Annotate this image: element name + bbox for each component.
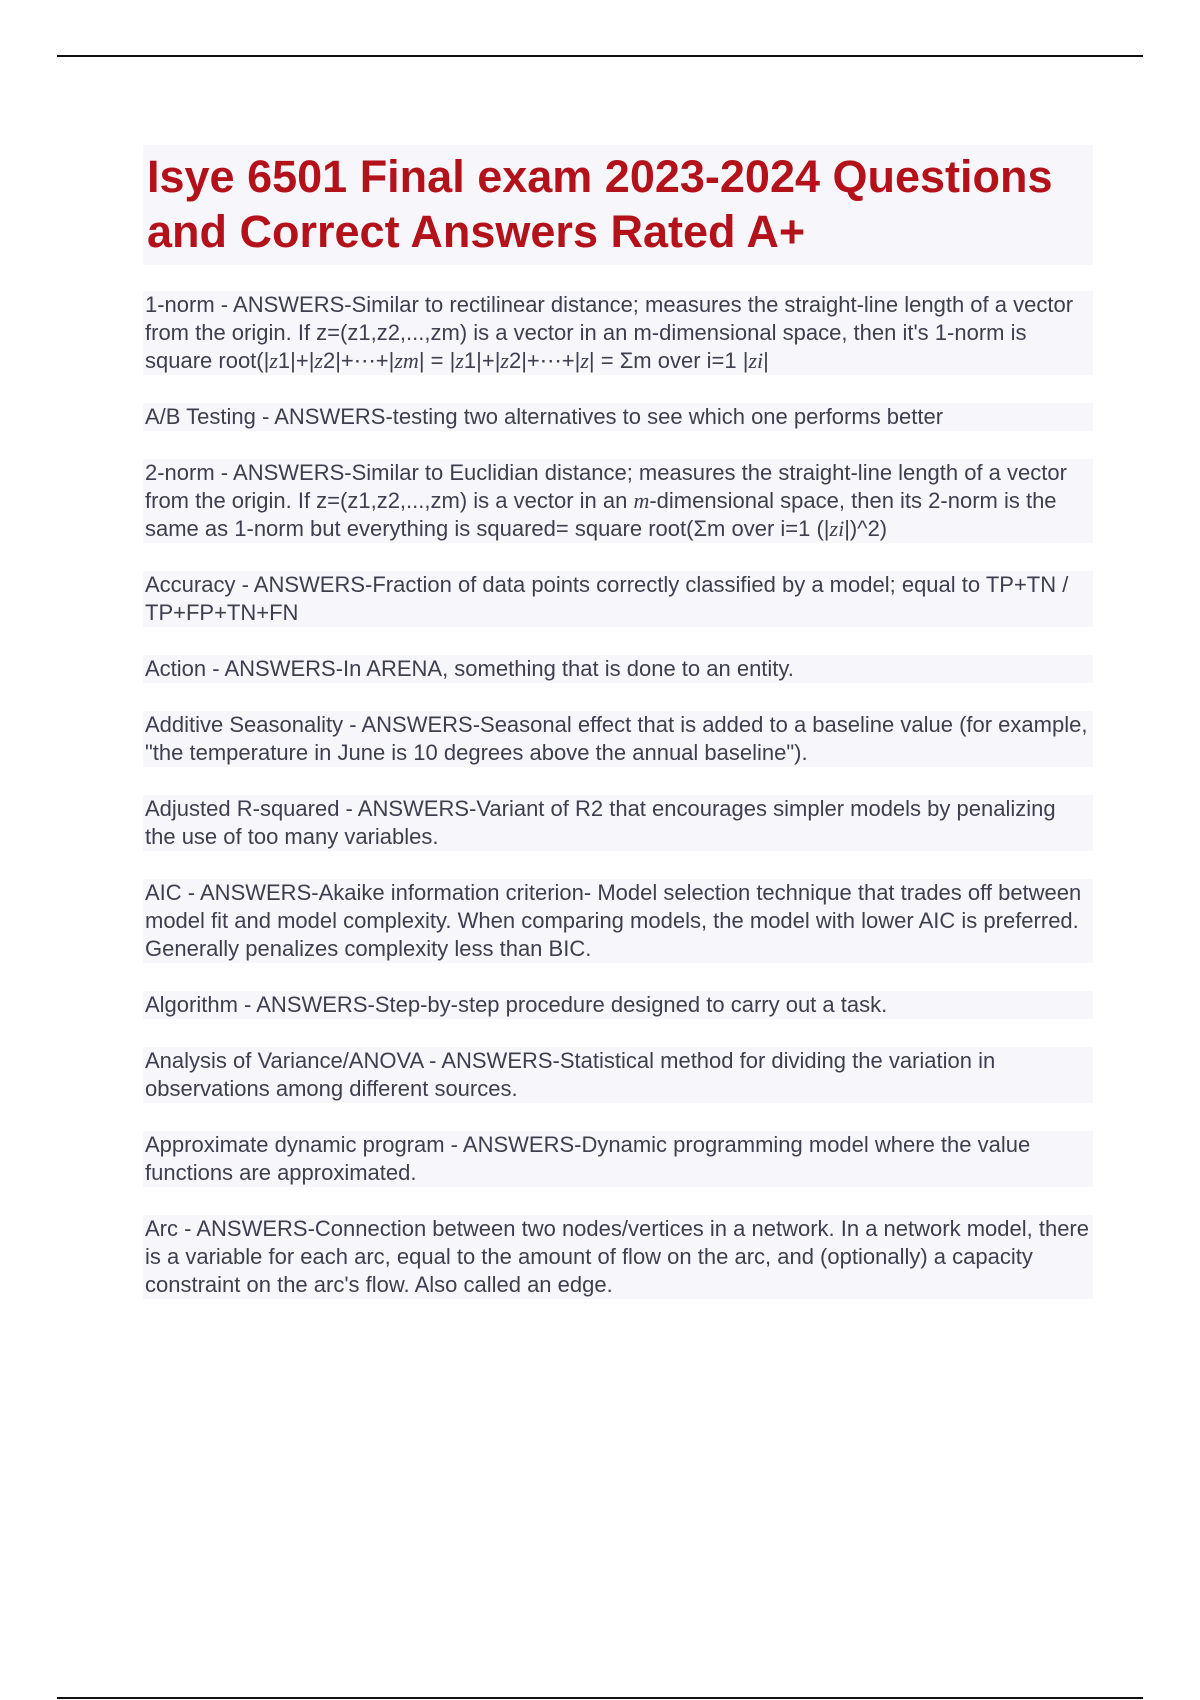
math-variable: zi xyxy=(829,516,845,541)
math-variable: zm xyxy=(394,348,419,373)
entry-text: | xyxy=(763,348,769,373)
entry-text: -dimensional space, then its 2-norm is the same as 1-norm but everything is squared= square root(Σm over i=1 (| xyxy=(145,488,1057,541)
glossary-entry xyxy=(143,571,1093,627)
entry-text: 2|+⋯+| xyxy=(508,348,581,373)
glossary-list xyxy=(143,291,1093,1299)
glossary-entry xyxy=(143,879,1093,963)
top-rule xyxy=(57,55,1143,57)
glossary-entry xyxy=(143,655,1093,683)
entry-text: Approximate dynamic program - ANSWERS-Dynamic programming model where the value functions are approximated. xyxy=(145,1132,1031,1185)
entry-text: 2|+⋯+| xyxy=(322,348,395,373)
bottom-rule xyxy=(57,1697,1143,1699)
glossary-entry xyxy=(143,1215,1093,1299)
entry-text: 1|+| xyxy=(463,348,501,373)
glossary-entry xyxy=(143,711,1093,767)
entry-text: Adjusted R-squared - ANSWERS-Variant of R2 that encourages simpler models by penalizing the use of too many variables. xyxy=(145,796,1056,849)
math-variable: z xyxy=(314,348,323,373)
math-variable: m xyxy=(633,488,650,513)
entry-text: 1-norm - ANSWERS-Similar to rectilinear distance; measures the straight-line length of a vector from the origin. If z=(z1,z2,...,zm) is a vector in an m-dimensional space, then it's 1-norm is square root(| xyxy=(145,292,1074,373)
entry-text: AIC - ANSWERS-Akaike information criterion- Model selection technique that trades off between model fit and model complexity. When comparing models, the model with lower AIC is preferred. Generally penalizes complexity less than BIC. xyxy=(145,880,1082,961)
glossary-entry xyxy=(143,403,1093,431)
entry-text: Analysis of Variance/ANOVA - ANSWERS-Statistical method for dividing the variation in observations among different sources. xyxy=(145,1048,996,1101)
entry-text: Accuracy - ANSWERS-Fraction of data points correctly classified by a model; equal to TP+TN / TP+FP+TN+FN xyxy=(145,572,1069,625)
glossary-entry xyxy=(143,291,1093,375)
entry-text: Additive Seasonality - ANSWERS-Seasonal effect that is added to a baseline value (for example, "the temperature in June is 10 degrees above the annual baseline"). xyxy=(145,712,1088,765)
glossary-entry xyxy=(143,991,1093,1019)
math-variable: z xyxy=(455,348,464,373)
glossary-entry xyxy=(143,1131,1093,1187)
glossary-entry xyxy=(143,1047,1093,1103)
math-variable: z xyxy=(580,348,589,373)
entry-text: | = Σm over i=1 | xyxy=(588,348,749,373)
glossary-entry xyxy=(143,795,1093,851)
title-block xyxy=(143,145,1093,265)
entry-text: | = | xyxy=(418,348,456,373)
entry-text: A/B Testing - ANSWERS-testing two alternatives to see which one performs better xyxy=(145,404,944,429)
entry-text: Arc - ANSWERS-Connection between two nodes/vertices in a network. In a network model, there is a variable for each arc, equal to the amount of flow on the arc, and (optionally) a capacity constraint on the arc's flow. Also called an edge. xyxy=(145,1216,1089,1297)
math-variable: zi xyxy=(748,348,764,373)
entry-text: Algorithm - ANSWERS-Step-by-step procedure designed to carry out a task. xyxy=(145,992,888,1017)
entry-text: 2-norm - ANSWERS-Similar to Euclidian distance; measures the straight-line length of a vector from the origin. If z=(z1,z2,...,zm) is a vector in an xyxy=(145,460,1067,513)
math-variable: z xyxy=(500,348,509,373)
glossary-entry xyxy=(143,459,1093,543)
entry-text: Action - ANSWERS-In ARENA, something that is done to an entity. xyxy=(145,656,794,681)
math-variable: z xyxy=(269,348,278,373)
entry-text: 1|+| xyxy=(277,348,315,373)
document-title: Isye 6501 Final exam 2023-2024 Questions and Correct Answers Rated A+ xyxy=(147,151,1053,257)
entry-text: |)^2) xyxy=(844,516,888,541)
document-body xyxy=(143,145,1093,1327)
